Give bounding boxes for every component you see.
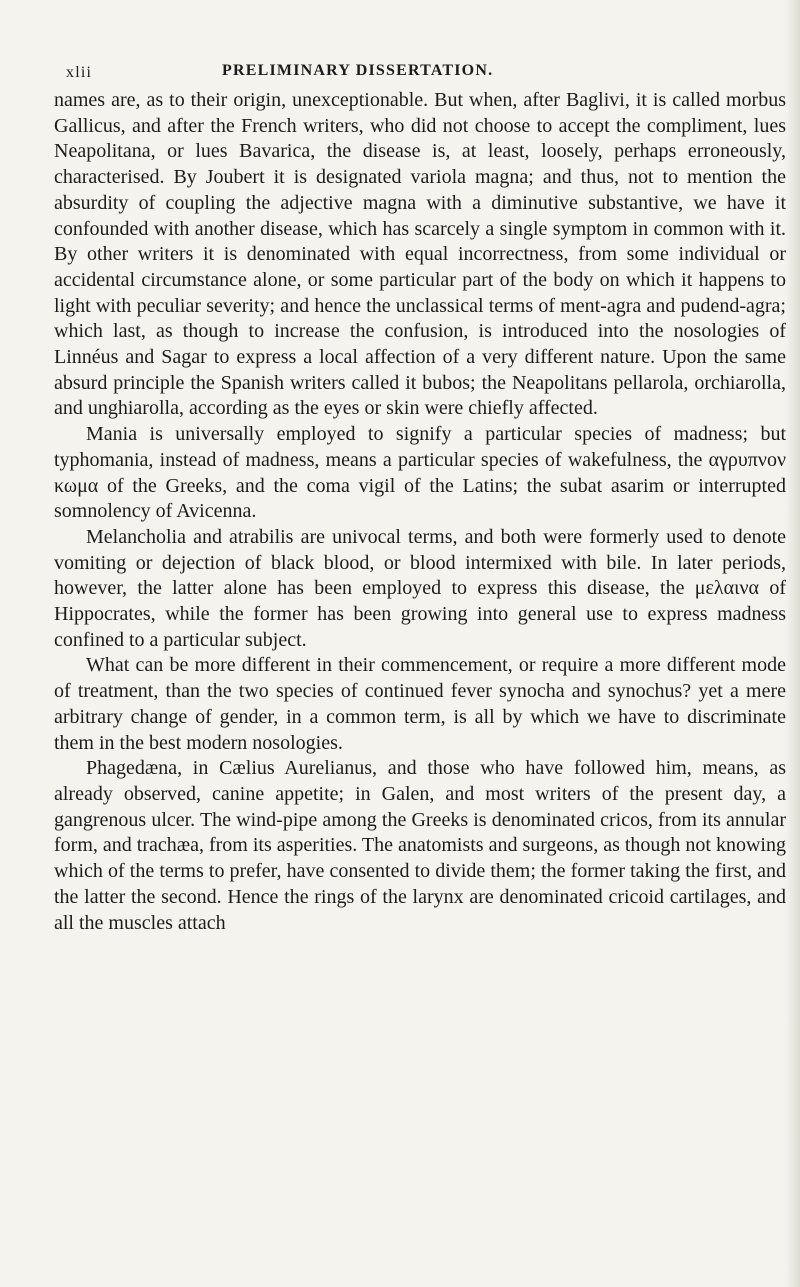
page-edge-shadow (786, 0, 800, 1287)
paragraph-mania: Mania is universally employed to signify a particular species of madness; but typhomania, instead of madness, means a particular species of wakefulness, the αγρυπνον κωμα of the Greeks, and the coma vigil of the Latins; the subat asarim or interrupted somnolency of Avicenna. (54, 423, 786, 523)
book-page (54, 54, 786, 936)
paragraph-fever: What can be more different in their commencement, or require a more different mode of treatment, than the two species of continued fever synocha and synochus? yet a mere arbitrary change of gender, in a common term, is all by which we have to discriminate them in the best modern nosologies. (54, 654, 786, 754)
paragraph-phagedaena: Phagedæna, in Cælius Aurelianus, and those who have followed him, means, as already observed, canine appetite; in Galen, and most writers of the present day, a gangrenous ulcer. The wind-pipe among the Greeks is denominated cricos, from its annular form, and trachæa, from its asperities. The anatomists and surgeons, as though not knowing which of the terms to prefer, have consented to divide them; the former taking the first, and the latter the second. Hence the rings of the larynx are denominated cricoid cartilages, and all the muscles attach (54, 757, 786, 934)
running-head (54, 54, 786, 86)
page-number: xlii (66, 64, 93, 81)
paragraph-names: names are, as to their origin, unexceptionable. But when, after Baglivi, it is called morbus Gallicus, and after the French writers, who did not choose to accept the compliment, lues Neapolitana, or lues Bavarica, the disease is, at least, loosely, perhaps erroneously, characterised. By Joubert it is designated variola magna; and thus, not to mention the absurdity of coupling the adjective magna with a diminutive substantive, we have it confounded with another disease, which has scarcely a single symptom in common with it. By other writers it is denominated with equal incorrectness, from some individual or accidental circumstance alone, or some particular part of the body on which it happens to light with peculiar severity; and hence the unclassical terms of ment-agra and pudend-agra; which last, as though to increase the confusion, is introduced into the nosologies of Linnéus and Sagar to express a local affection of a very different nature. Upon the same absurd principle the Spanish writers called it bubos; the Neapolitans pellarola, orchiarolla, and unghiarolla, according as the eyes or skin were chiefly affected. (54, 89, 786, 420)
body-text (54, 88, 786, 936)
paragraph-melancholia: Melancholia and atrabilis are univocal terms, and both were formerly used to denote vomiting or dejection of black blood, or blood intermixed with bile. In later periods, however, the latter alone has been employed to express this disease, the μελαινα of Hippocrates, while the former has been growing into general use to express madness confined to a particular subject. (54, 525, 786, 651)
running-title: PRELIMINARY DISSERTATION. (222, 62, 494, 79)
